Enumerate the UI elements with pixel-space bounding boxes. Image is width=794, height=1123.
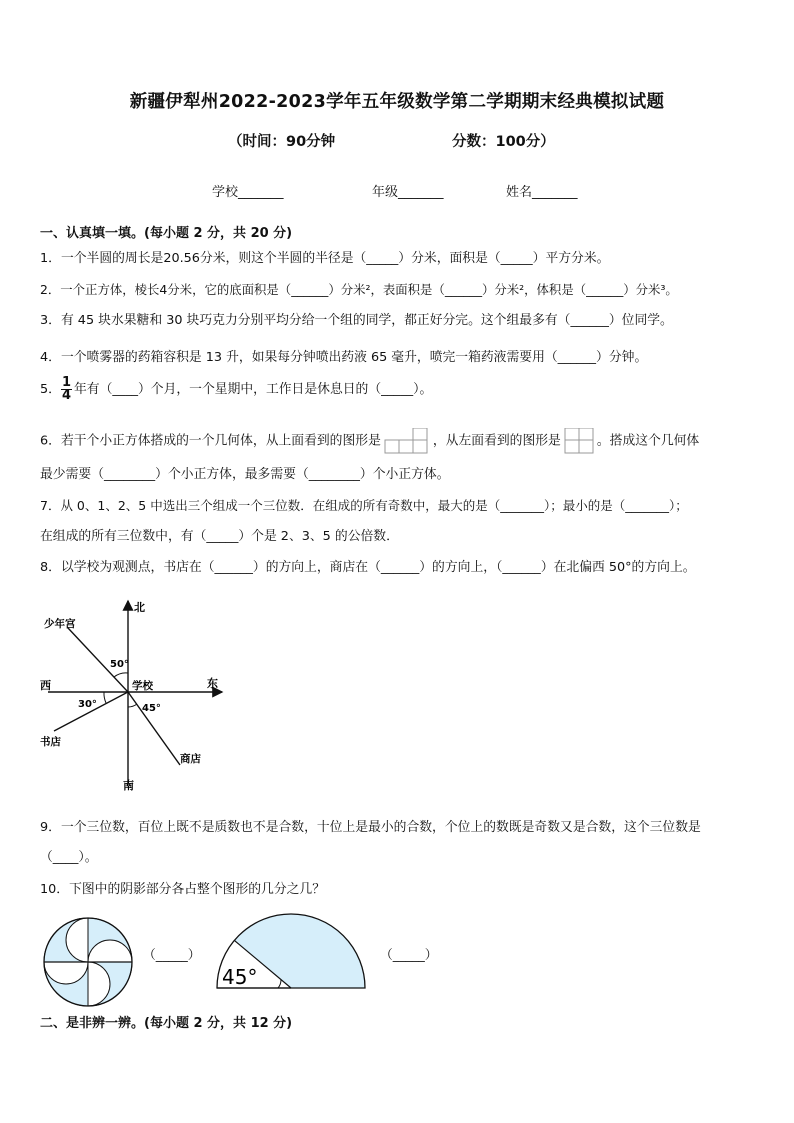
label-east: 东 <box>207 677 218 690</box>
question-6-line-2: 最少需要（________）个小正方体，最多需要（________）个小正方体。 <box>40 467 450 482</box>
question-8: 8．以学校为观测点，书店在（______）的方向上，商店在（______）的方向上，（______）在北偏西 50°的方向上。 <box>40 560 696 575</box>
label-bookstore: 书店 <box>40 736 61 748</box>
question-10: 10．下图中的阴影部分各占整个图形的几分之几？ <box>40 882 326 897</box>
fraction-numerator: 1 <box>61 375 71 390</box>
q5-text: 年有（____）个月，一个星期中，工作日是休息日的（_____）。 <box>74 382 433 397</box>
exam-score: 分数：100分） <box>452 134 555 150</box>
exam-time: （时间：90分钟 <box>228 134 336 150</box>
label-angle-50: 50° <box>110 659 129 670</box>
question-6-line-1 <box>40 428 699 454</box>
name-field: 姓名_______ <box>506 185 578 200</box>
section-2-heading: 二、是非辨一辨。(每小题 2 分，共 12 分) <box>40 1016 293 1031</box>
q10-blank-1: （_____） <box>143 948 201 963</box>
q5-number: 5． <box>40 382 61 397</box>
question-9-line-2: （____）。 <box>40 850 98 865</box>
fraction-one-quarter <box>61 377 72 402</box>
question-9-line-1: 9．一个三位数，百位上既不是质数也不是合数，十位上是最小的合数，个位上的数既是奇数又是合数，这个三位数是 <box>40 820 701 835</box>
bookstore-ray <box>54 692 128 731</box>
angle-arc-45 <box>128 704 137 707</box>
label-shop: 商店 <box>180 753 201 765</box>
top-view-figure <box>383 428 431 454</box>
q6-text-c: 。搭成这个几何体 <box>596 433 700 449</box>
grade-field: 年级_______ <box>372 185 444 200</box>
school-field: 学校_______ <box>212 185 284 200</box>
circle-figure <box>40 914 136 1010</box>
label-north: 北 <box>134 601 145 614</box>
question-2: 2．一个正方体，棱长4分米，它的底面积是（______）分米²，表面积是（______）分米²，体积是（______）分米³。 <box>40 282 678 297</box>
question-1: 1．一个半圆的周长是20.56分米，则这个半圆的半径是（_____）分米，面积是（_____）平方分米。 <box>40 251 610 266</box>
label-angle-45-semicircle: 45° <box>222 965 258 989</box>
angle-arc-30 <box>104 692 106 703</box>
label-south: 南 <box>123 779 134 792</box>
label-angle-30: 30° <box>78 699 97 710</box>
angle-arc-45-semicircle <box>278 980 281 988</box>
compass-diagram <box>30 595 240 795</box>
label-west: 西 <box>40 679 51 692</box>
page-title: 新疆伊犁州2022-2023学年五年级数学第二学期期末经典模拟试题 <box>129 92 665 112</box>
question-7-line-1: 7．从 0、1、2、5 中选出三个组成一个三位数．在组成的所有奇数中，最大的是（_______）；最小的是（_______）； <box>40 498 688 513</box>
q6-text-b: ，从左面看到的图形是 <box>432 433 561 449</box>
fraction-denominator: 4 <box>61 388 71 403</box>
question-3: 3．有 45 块水果糖和 30 块巧克力分别平均分给一个组的同学，都正好分完。这个组最多有（______）位同学。 <box>40 313 673 328</box>
label-angle-45: 45° <box>142 703 161 714</box>
q10-blank-2: （_____） <box>380 948 438 963</box>
angle-arc-50 <box>114 673 128 677</box>
question-7-line-2: 在组成的所有三位数中，有（_____）个是 2、3、5 的公倍数． <box>40 529 399 544</box>
label-school: 学校 <box>132 680 153 692</box>
question-5 <box>40 377 432 402</box>
q6-text-a: 6．若干个小正方体搭成的一个几何体，从上面看到的图形是 <box>40 433 381 449</box>
question-4: 4．一个喷雾器的药箱容积是 13 升，如果每分钟喷出药液 65 毫升，喷完一箱药液需要用（______）分钟。 <box>40 350 648 365</box>
section-1-heading: 一、认真填一填。(每小题 2 分，共 20 分) <box>40 226 293 241</box>
label-youth-palace: 少年宫 <box>44 618 76 630</box>
semicircle-figure <box>212 910 370 992</box>
left-view-figure <box>563 428 595 454</box>
